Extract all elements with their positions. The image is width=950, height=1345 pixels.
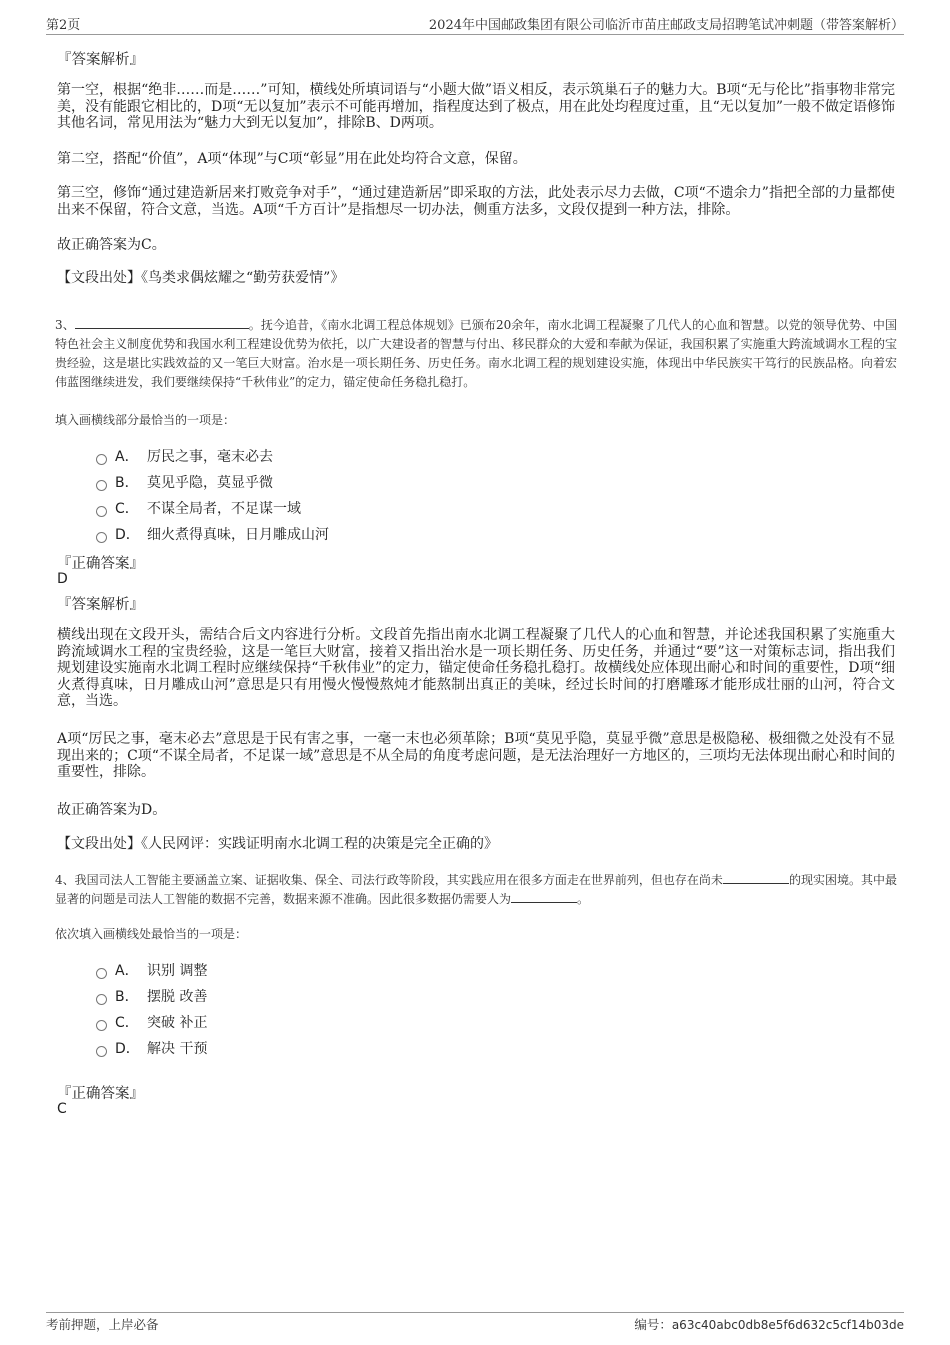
page-header (46, 12, 904, 35)
footer-code-label: 编号： (634, 1317, 672, 1332)
q2-source: 【文段出处】《鸟类求偶炫耀之“勤劳获爱情”》 (57, 270, 345, 286)
q3-option-b[interactable] (96, 472, 273, 492)
q3-number: 3、 (55, 318, 75, 332)
q4-option-c[interactable] (96, 1012, 207, 1032)
option-text: 摆脱 改善 (147, 989, 208, 1005)
option-label: B． (115, 475, 139, 491)
q3-correct-answer: D (57, 571, 68, 587)
q3-correct-label: 『正确答案』 (57, 556, 144, 572)
option-label: D． (115, 527, 140, 543)
q4-stem-part-3: 。 (577, 892, 590, 906)
q3-source: 【文段出处】《人民网评：实践证明南水北调工程的决策是完全正确的》 (57, 836, 498, 852)
q3-analysis-label: 『答案解析』 (57, 597, 144, 613)
q4-option-d[interactable] (96, 1038, 207, 1058)
q4-correct-answer: C (57, 1101, 67, 1117)
q3-option-c[interactable] (96, 498, 301, 518)
radio-icon[interactable] (96, 994, 107, 1005)
q4-blank-2 (511, 890, 577, 903)
q2-analysis-label: 『答案解析』 (57, 52, 144, 68)
q3-blank (75, 316, 249, 329)
option-text: 突破 补正 (147, 1015, 208, 1031)
option-text: 识别 调整 (147, 963, 208, 979)
option-text: 厉民之事，毫末必去 (147, 449, 273, 465)
option-label: A． (115, 963, 139, 979)
q3-option-a[interactable] (96, 446, 273, 466)
q3-stem-text: 。抚今追昔，《南水北调工程总体规划》已颁布20余年，南水北调工程凝聚了几代人的心血和智慧。以党的领导优势、中国特色社会主义制度优势和我国水利工程建设优势为依托，以广大建设者的智慧与付出、移民群众的大爱和奉献为保证，我国积累了实施重大跨流域调水工程的宝贵经验，这是堪比实践效益的又一笔巨大财富。治水是一项长期任务、历史任务。南水北调工程的规划建设实施，体现出中华民族实干笃行的民族品格。向着宏伟蓝图继续进发，我们要继续保持“千秋伟业”的定力，锚定使命任务稳扎稳打。 (55, 318, 897, 389)
q4-stem-part-1: 4、我国司法人工智能主要涵盖立案、证据收集、保全、司法行政等阶段，其实践应用在很多方面走在世界前列，但也存在尚未 (55, 873, 723, 887)
q4-option-a[interactable] (96, 960, 207, 980)
q3-analysis-para-1: 横线出现在文段开头，需结合后文内容进行分析。文段首先指出南水北调工程凝聚了几代人的心血和智慧，并论述我国积累了实施重大跨流域调水工程的宝贵经验，这是一笔巨大财富，接着又指出治水是一项长期任务、历史任务，并通过“要”这一对策标志词，指出我们规划建设实施南水北调工程时应继续保持“千秋伟业”的定力，锚定使命任务稳扎稳打。故横线处应体现出耐心和时间的重要性，D项“细火煮得真味，日月雕成山河”意思是只有用慢火慢慢熬炖才能熬制出真正的美味，经过长时间的打磨雕琢才能形成壮丽的山河，符合文意，当选。 (57, 627, 895, 709)
q3-analysis-para-2: A项“厉民之事，毫末必去”意思是于民有害之事，一毫一末也必须革除；B项“莫见乎隐，莫显乎微”意思是极隐秘、极细微之处没有不显现出来的；C项“不谋全局者，不足谋一域”意思是不从全局的角度考虑问题，是无法治理好一方地区的，三项均无法体现出耐心和时间的重要性，排除。 (57, 731, 895, 780)
radio-icon[interactable] (96, 1046, 107, 1057)
option-label: B． (115, 989, 139, 1005)
q4-stem (55, 871, 897, 909)
radio-icon[interactable] (96, 506, 107, 517)
q3-stem (55, 316, 897, 392)
q2-analysis-para-2: 第二空，搭配“价值”，A项“体现”与C项“彰显”用在此处均符合文意，保留。 (57, 151, 527, 167)
q3-option-d[interactable] (96, 524, 329, 544)
page-footer (46, 1312, 904, 1333)
q2-analysis-para-1: 第一空，根据“绝非……而是……”可知，横线处所填词语与“小题大做”语义相反，表示筑巢石子的魅力大。B项“无与伦比”指事物非常完美，没有能跟它相比的，D项“无以复加”表示不可能再增加，指程度达到了极点，用在此处均程度过重，且“无以复加”一般不做定语修饰其他名词，常见用法为“魅力大到无以复加”，排除B、D两项。 (57, 82, 895, 131)
q2-analysis-para-3: 第三空，修饰“通过建造新居来打败竞争对手”，“通过建造新居”即采取的方法，此处表示尽力去做，C项“不遗余力”指把全部的力量都使出来不保留，符合文意，当选。A项“千方百计”是指想尽一切办法，侧重方法多，文段仅提到一种方法，排除。 (57, 185, 895, 218)
q4-option-b[interactable] (96, 986, 207, 1006)
option-label: D． (115, 1041, 140, 1057)
footer-code (634, 1315, 904, 1333)
q4-correct-label: 『正确答案』 (57, 1086, 144, 1102)
q3-prompt: 填入画横线部分最恰当的一项是： (55, 413, 236, 427)
q4-stem-part-2: 的现实困境。其中最显著的问题是司法人工智能的数据不完善，数据来源不准确。因此很多数据仍需要人为 (55, 873, 897, 906)
q4-blank-1 (723, 871, 789, 884)
document-title: 2024年中国邮政集团有限公司临沂市苗庄邮政支局招聘笔试冲刺题（带答案解析） (428, 18, 904, 33)
q3-conclusion: 故正确答案为D。 (57, 802, 167, 818)
radio-icon[interactable] (96, 480, 107, 491)
option-label: A． (115, 449, 139, 465)
option-label: C． (115, 1015, 139, 1031)
option-text: 细火煮得真味，日月雕成山河 (147, 527, 329, 543)
page-number: 第2页 (46, 18, 81, 33)
option-text: 莫见乎隐，莫显乎微 (147, 475, 273, 491)
radio-icon[interactable] (96, 454, 107, 465)
radio-icon[interactable] (96, 968, 107, 979)
q4-prompt: 依次填入画横线处最恰当的一项是： (55, 927, 248, 941)
option-text: 不谋全局者，不足谋一域 (147, 501, 301, 517)
option-label: C． (115, 501, 139, 517)
radio-icon[interactable] (96, 532, 107, 543)
footer-slogan: 考前押题，上岸必备 (46, 1317, 159, 1332)
radio-icon[interactable] (96, 1020, 107, 1031)
footer-code-value: a63c40abc0db8e5f6d632c5cf14b03de (671, 1318, 904, 1332)
option-text: 解决 干预 (147, 1041, 208, 1057)
q2-conclusion: 故正确答案为C。 (57, 237, 166, 253)
